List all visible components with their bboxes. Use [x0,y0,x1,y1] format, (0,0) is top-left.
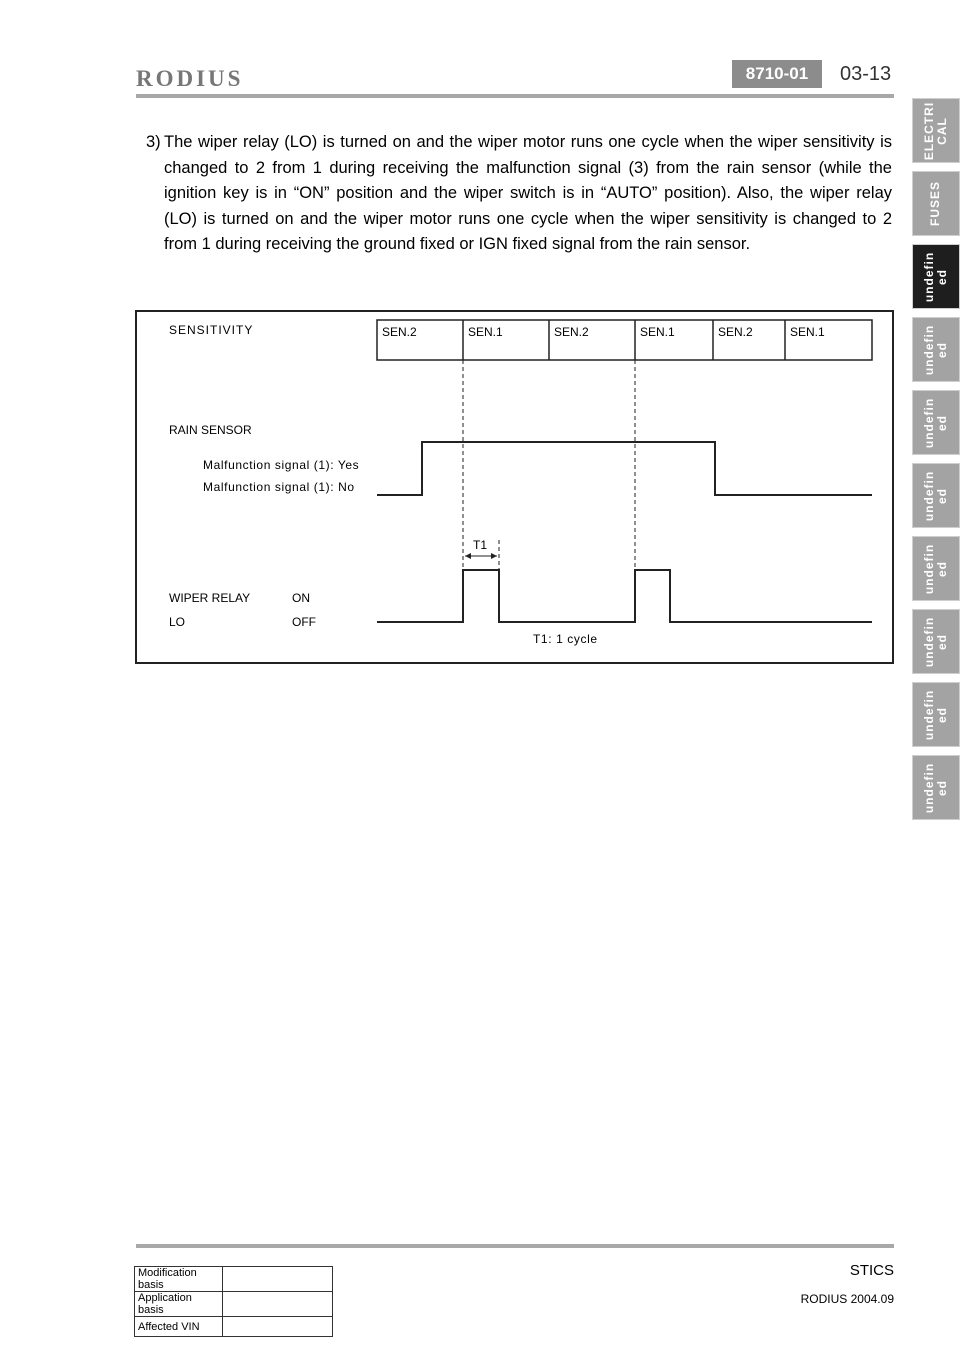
wiper-relay-signal [377,570,872,622]
brand-logo: RODIUS [136,66,244,91]
page-number: 03-13 [840,63,892,85]
t1-label: T1 [473,538,488,552]
tab-label: FUSES [928,180,943,227]
sensitivity-cell: SEN.2 [718,325,753,339]
tab-label: undefin ed [922,762,950,813]
table-cell-value [223,1267,333,1292]
tab-electrical[interactable] [912,98,960,163]
malfunction-yes-label: Malfunction signal (1): Yes [203,458,360,472]
on-label: ON [292,591,310,605]
tab-label: undefin ed [922,397,950,448]
t1-arrow-head-right [491,553,497,559]
table-cell-label: Modification basis [135,1267,223,1292]
table-cell-label: Affected VIN [135,1317,223,1337]
tab-label: ELECTRI CAL [922,101,949,160]
table-row [135,1267,333,1292]
tab-undefined[interactable] [912,682,960,747]
lo-label: LO [169,615,186,629]
malfunction-no-label: Malfunction signal (1): No [203,480,355,494]
section-code-badge: 8710-01 [732,60,822,88]
modification-table [134,1266,333,1337]
off-label: OFF [292,615,316,629]
tab-undefined[interactable] [912,536,960,601]
tab-undefined-active[interactable] [912,244,960,309]
sensitivity-label: SENSITIVITY [169,323,254,337]
footer-subtitle: RODIUS 2004.09 [800,1292,894,1306]
tab-label: undefin ed [922,251,950,302]
sensitivity-cell: SEN.1 [790,325,825,339]
tab-label: undefin ed [922,689,950,740]
footer-title: STICS [849,1262,894,1279]
paragraph-number: 3) [146,133,161,151]
tab-undefined[interactable] [912,755,960,820]
sensitivity-cell: SEN.1 [640,325,675,339]
t1-arrow-head-left [465,553,471,559]
tab-undefined[interactable] [912,463,960,528]
sensitivity-cell: SEN.2 [554,325,589,339]
table-row [135,1317,333,1337]
tab-undefined[interactable] [912,609,960,674]
tab-label: undefin ed [922,470,950,521]
wiper-relay-label: WIPER RELAY [169,591,251,605]
timing-diagram [135,310,894,664]
tab-undefined[interactable] [912,390,960,455]
paragraph-text: The wiper relay (LO) is turned on and the wiper motor runs one cycle when the wiper sensitivity is changed to 2 from 1 during receiving the malfunction signal (3) from the rain sensor (while the ignition key is in “ON” position and the wiper switch is in “AUTO” position). Also, the wiper relay (LO) is turned on and the wiper motor runs one cycle when the wiper sensitivity is changed to 2 from 1 during receiving the ground fixed or IGN fixed signal from the rain sensor. [164,133,892,254]
header-rule [136,94,894,98]
table-row [135,1292,333,1317]
tab-fuses[interactable] [912,171,960,236]
table-cell-value [223,1317,333,1337]
footer-rule [136,1244,894,1248]
rain-sensor-label: RAIN SENSOR [169,423,252,437]
sensitivity-cell: SEN.2 [382,325,417,339]
tab-label: undefin ed [922,616,950,667]
table-cell-value [223,1292,333,1317]
tab-label: undefin ed [922,543,950,594]
t1-cycle-note: T1: 1 cycle [533,632,598,646]
tab-label: undefin ed [922,324,950,375]
section-tabs [912,98,960,828]
tab-undefined[interactable] [912,317,960,382]
sensitivity-cell: SEN.1 [468,325,503,339]
rain-sensor-signal [377,442,872,495]
table-cell-label: Application basis [135,1292,223,1317]
